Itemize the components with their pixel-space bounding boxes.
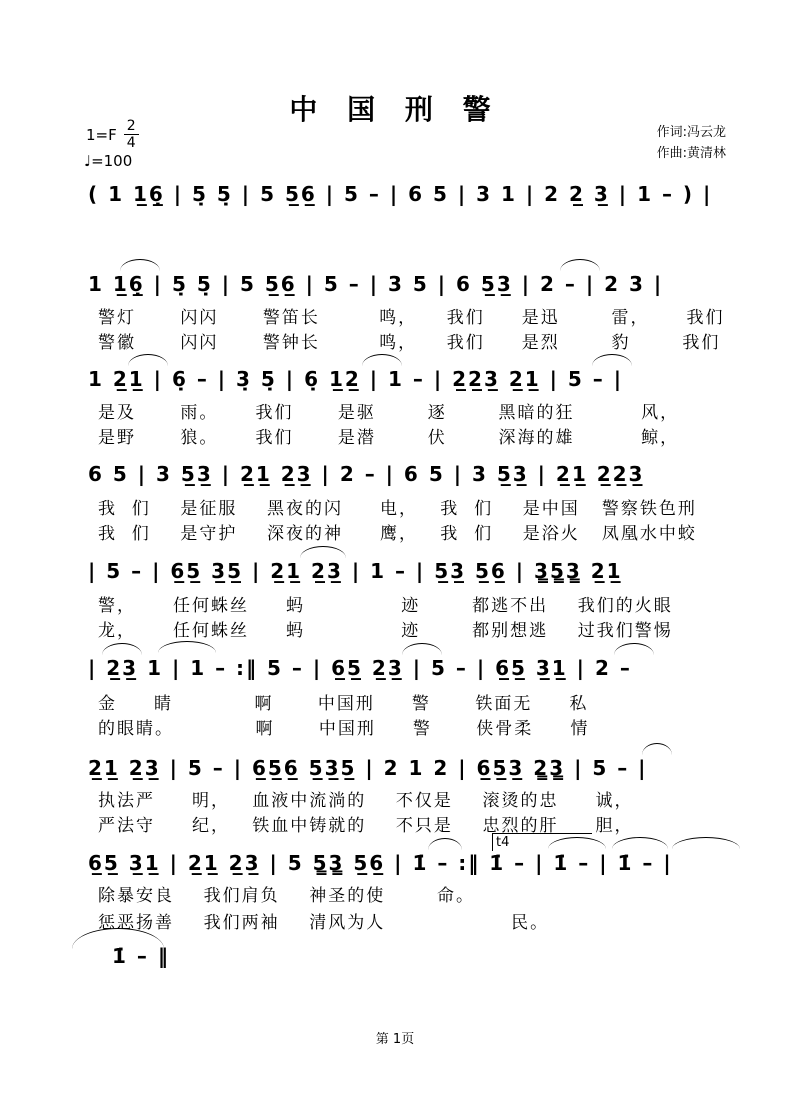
lyrics-line-5-verse-1: 警， 任何蛛丝 蚂 迹 都逃不出 我们的火眼 (98, 596, 673, 616)
lyrics-line-6-verse-1: 金 睛 啊 中国刑 警 铁面无 私 (98, 694, 589, 714)
tie-arc (672, 837, 740, 849)
notation-line-4: 6 5 | 3 5̲3̲ | 2̲1̲ 2̲3̲ | 2 – | 6 5 | 3 5̲3̲ | 2̲1̲ 2̲2̲3̲ (88, 462, 645, 486)
lyrics-line-4-verse-2: 我 们 是守护 深夜的神 鹰， 我 们 是浴火 凤凰水中蛟 (98, 524, 697, 544)
notation-line-1: ( 1 1̲6̲̣ | 5̣ 5̣ | 5 5̲6̲ | 5 – | 6 5 | 3 1 | 2 2̲ 3̲ | 1 – ) | (88, 182, 713, 206)
slur-arc (158, 641, 216, 653)
lyrics-line-2-verse-1: 警灯 闪闪 警笛长 鸣， 我们 是迅 雷， 我们 (98, 308, 725, 328)
tuplet-annotation: t4 (492, 833, 592, 851)
notation-line-2: 1 1̲6̲̣ | 5̣ 5̣ | 5 5̲6̲ | 5 – | 3 5 | 6 5̲3̲ | 2 – | 2 3 | (88, 272, 664, 296)
lyrics-line-8-verse-2: 惩恶扬善 我们两袖 清风为人 民。 (98, 913, 550, 933)
lyrics-line-3-verse-2: 是野 狼。 我们 是潜 伏 深海的雄 鲸， (98, 428, 680, 448)
tie-arc (642, 743, 672, 755)
lyrics-line-7-verse-2: 严法守 纪， 铁血中铸就的 不只是 忠烈的肝 胆， (98, 816, 634, 836)
slur-arc (300, 546, 346, 558)
slur-arc (362, 354, 402, 366)
song-title: 中 国 刑 警 (289, 93, 501, 126)
notation-line-3: 1 2̲1̲ | 6̣ – | 3̣ 5̣ | 6̣ 1̲2̲ | 1 – | 2̲2̲3̲ 2̲1̲ | 5 – | (88, 367, 624, 391)
notation-line-7: 2̲1̲ 2̲3̲ | 5 – | 6̲5̲6̲ 5̲3̲5̲ | 2 1 2 | 6̲5̲3̲ 2̳3̳ | 5 – | (88, 756, 648, 780)
lyrics-line-7-verse-1: 执法严 明， 血液中流淌的 不仅是 滚烫的忠 诚， (98, 791, 634, 811)
tie-arc (612, 837, 668, 849)
key-time-signature (86, 118, 139, 151)
lyricist-credit: 作词:冯云龙 (656, 125, 726, 140)
slur-arc (428, 838, 462, 850)
page-number: 第 1页 (375, 1032, 415, 1047)
notation-line-8: 6̲5̲ 3̲1̲ | 2̲1̲ 2̲3̲ | 5 5̳3̳ 5̲6̲ | 1̇ – :‖ 1̇ – | 1̇ – | 1̇ – | (88, 851, 673, 875)
notation-line-9: 1̇ – ‖ (112, 944, 170, 968)
lyrics-line-2-verse-2: 警徽 闪闪 警钟长 鸣， 我们 是烈 豹 我们 (98, 333, 721, 353)
lyrics-line-3-verse-1: 是及 雨。 我们 是驱 逐 黑暗的狂 风， (98, 403, 680, 423)
lyrics-line-6-verse-2: 的眼睛。 啊 中国刑 警 侠骨柔 情 (98, 719, 590, 739)
composer-credit: 作曲:黄清林 (656, 146, 726, 162)
notation-line-6: | 2̲3̲ 1 | 1 – :‖ 5 – | 6̲5̲ 2̲3̲ | 5 – | 6̲5̲ 3̲1̲ | 2 – (88, 656, 632, 680)
slur-arc (614, 643, 654, 655)
time-denominator: 4 (126, 135, 136, 152)
credits-block (657, 122, 726, 165)
time-signature (124, 118, 139, 151)
lyrics-line-4-verse-1: 我 们 是征服 黑夜的闪 电， 我 们 是中国 警察铁色刑 (98, 499, 697, 519)
key-label: 1=F (86, 125, 117, 144)
lyrics-line-8-verse-1: 除暴安良 我们肩负 神圣的使 命。 (98, 886, 476, 906)
notation-line-5: | 5 – | 6̲5̲ 3̲5̲ | 2̲1̲ 2̲3̲ | 1 – | 5̲3̲ 5̲6̲ | 3̳5̳3̳ 2̲1̲ (88, 559, 623, 583)
tempo-marking: ♩=100 (84, 152, 133, 170)
slur-arc (592, 354, 632, 366)
time-numerator: 2 (124, 118, 139, 135)
slur-arc (120, 259, 160, 271)
slur-arc (102, 643, 142, 655)
slur-arc (402, 643, 442, 655)
lyrics-line-5-verse-2: 龙， 任何蛛丝 蚂 迹 都别想逃 过我们警惕 (98, 621, 673, 641)
slur-arc (128, 354, 168, 366)
slur-arc (560, 259, 600, 271)
